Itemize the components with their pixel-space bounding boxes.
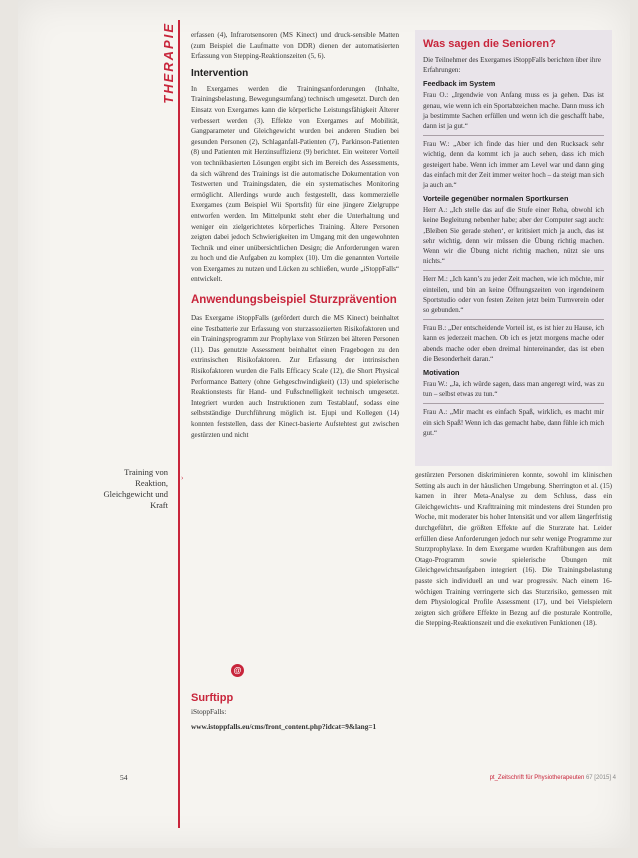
surftipp-name: iStoppFalls: [191,707,227,716]
box-quote: Herr A.: „Ich stelle das auf die Stufe einer Reha, obwohl ich keine Begleitung nebenher habe; aber der Computer sagt auch: ‚Bleiben Sie gerade stehen‘, er kritisiert mich ja auch, das ist sehr wichtig, denn wir müssen die Übung richtig machen. Wenn wir die Übung nicht richtig machen, nützt sie uns nichts.“ [423,206,604,266]
box-subtitle: Vorteile gegenüber normalen Sportkursen [423,194,569,204]
surftipp-title: Surftipp [191,692,234,704]
box-intro: Die Teilnehmer des Exergames iStoppFalls berichten über ihre Erfahrungen: [423,56,601,75]
surftipp-block [191,666,399,732]
seniors-box [415,30,612,466]
surftipp-link[interactable]: www.istoppfalls.eu/cms/front_content.php?idcat=9&lang=1 [191,721,377,731]
footer [476,775,616,781]
quote-divider [423,270,604,271]
box-quote: Frau B.: „Der entscheidende Vorteil ist, es ist hier zu Hause, ich kann es jederzeit machen. Ob ich es jetzt morgens mache oder abends mache oder eben dreimal hintereinander, das ist eben die Besonderheit daran.“ [423,324,604,363]
right-column-continuation [415,470,612,629]
paragraph-continuation: gestürzten Personen diskriminieren konnte, sowohl im klinischen Setting als auch in der häuslichen Umgebung. Sherrington et al. (15) kamen in ihrer Meta-Analyse zu dem Schluss, dass ein Gleichgewichts- und Krafttraining mit mindestens drei Stunden pro Woche, mit moderater bis hoher Intensität und vor allem längerfristig durchgeführt, die größten Effekte auf die Sturzrate hat. Leider erfüllen diese Anforderungen jedoch nur sehr wenige Programme zur Sturzprophylaxe. In dem Exergame wurden Kraftübungen aus dem Otago-Programm sowie spielerische Übungen mit Gleichgewichtsaufgaben integriert (16). Die Trainingsbelastung passte sich individuell an und war progressiv. Nach einem 16-wöchigen Training verringerte sich das Sturzrisiko, gemessen mit dem Physiological Profile Assessment (17), und bei Vielspielern zeigten sich größere Effekte in Bezug auf die posturale Kontrolle, die Stepping-Reaktionszeit und die exekutiven Funktionen (18). [415,471,612,628]
footer-brand: pt_Zeitschrift für Physiotherapeuten [489,775,585,781]
box-title: Was sagen die Senioren? [423,38,556,50]
box-quote: Frau O.: „Irgendwie von Anfang muss es ja gehen. Das ist genau, wie wenn ich ein Sportabzeichen mache. Dann muss ich ja bestimmte Sachen erfüllen und wenn ich die geschafft habe, dann ist ja gut.“ [423,91,604,131]
paragraph-intervention: In Exergames werden die Trainingsanforderungen (Inhalte, Trainingsbelastung, Bewegungsumfang) technisch umgesetzt. Durch den Einsatz von Exergames kann die körperliche Leistungsfähigkeit Älterer verbessert werden (3). Effekte von Exergames auf Mobilität, Gangparameter und Gleichgewicht wurden bei anderen Studien bei gesunden Personen (2), Schlaganfall-Patienten (7), Parkinson-Patienten (8) und Patienten mit Herzinsuffizienz (9) berichtet. Ein weiterer Vorteil von technikbasierten Lösungen ergibt sich im Bereich des Assessments, da sich während des Trainings ist die automatische Dokumentation von Testwerten und Trainingsdaten, die ein systematisches Monitoring ermöglicht. Allerdings wurde auch festgestellt, dass kommerzielle Exergames (zum Beispiel Wii Sportsfit) für eine jüngere Zielgruppe entworfen werden. Im Mittelpunkt steht eher die Unterhaltung und weniger ein zielgerichtetes körperliches Training. Ältere Personen zeigten dabei jedoch Schwierigkeiten im Umgang mit den ungewohnten Technik und einer unübersichtlichen Design; die Anforderungen waren zu hoch und die Aufgaben zu komplex (10). Um die genannten Vorteile von Exergames zu nutzen und Lücken zu schließen, wurde „iStoppFalls“ entwickelt. [191,84,399,284]
quote-divider [423,319,604,320]
page-number: 54 [120,773,128,782]
box-quote: Herr M.: „Ich kann’s zu jeder Zeit machen, wie ich möchte, mir einteilen, und bin an keine Öffnungszeiten von irgendeinem Sportstudio oder von festen Zeiten jetzt beim Turnverein oder so gebunden.“ [423,275,604,315]
box-quote: Frau W.: „Aber ich finde das hier und den Rucksack sehr wichtig, denn da kommt ich ja auch sehen, dass ich mich gesteigert habe. Wenn ich immer am Level war und dann ging das einfach mit der Zeit immer weiter hoch – da steigt man sich ja auch an.“ [423,140,604,190]
paragraph-intro: erfassen (4), Infrarotsensoren (MS Kinect) und druck-sensible Matten (zum Beispiel die Laufmatte von DDR) dienen der automatisierten Erfassung von Stepping-Reaktionszeiten (5, 6). [191,31,399,61]
box-subtitle: Motivation [423,368,460,378]
at-icon: @ [231,664,244,677]
box-subtitle: Feedback im System [423,79,496,89]
box-quote: Frau A.: „Mir macht es einfach Spaß, wirklich, es macht mir ein sich Spaß! Wenn ich das gemacht habe, dann fühle ich mich gut.“ [423,408,604,437]
section-rule [178,20,180,828]
quote-divider [423,135,604,136]
magazine-page [18,0,630,848]
heading-example: Anwendungsbeispiel Sturzprävention [191,294,397,307]
margin-note-marker: › [181,474,184,482]
box-quote: Frau W.: „Ja, ich würde sagen, dass man angeregt wird, was zu tun – selbst etwas zu tun.“ [423,380,604,399]
section-label: THERAPIE [161,22,176,104]
quote-divider [423,403,604,404]
paragraph-example: Das Exergame iStoppFalls (gefördert durch die MS Kinect) beinhaltet eine Testbatterie zur Erfassung von sturzassoziierten Risikofaktoren und ein Trainingsprogramm zur Prophylaxe von Stürzen bei älteren Personen (11). Das genutzte Assessment beinhaltet einen Fragebogen zu den extrinsischen Risikofaktoren. Zur Erfassung der intrinsischen Risikofaktoren wurden die Falls Efficacy Scale (12), die Short Physical Performance Battery (ohne Gehgeschwindigkeit) (13) und spielerische Reaktionstests für Hand- und Fußschnelligkeit technisch umgesetzt. Integriert wurden auch Instruktionen zum Testablauf, sodass eine selbstständige Durchführung möglich ist. Ejupi und Kollegen (14) konnten feststellen, dass der Kinect-basierte Aufstehtest gut zwischen gestürzten und nicht [191,314,399,439]
footer-issue: 67 [2015] 4 [585,775,616,781]
left-column [191,30,399,440]
heading-intervention: Intervention [191,67,249,79]
margin-note: Training von Reaktion, Gleichgewicht und Kraft [103,467,168,510]
